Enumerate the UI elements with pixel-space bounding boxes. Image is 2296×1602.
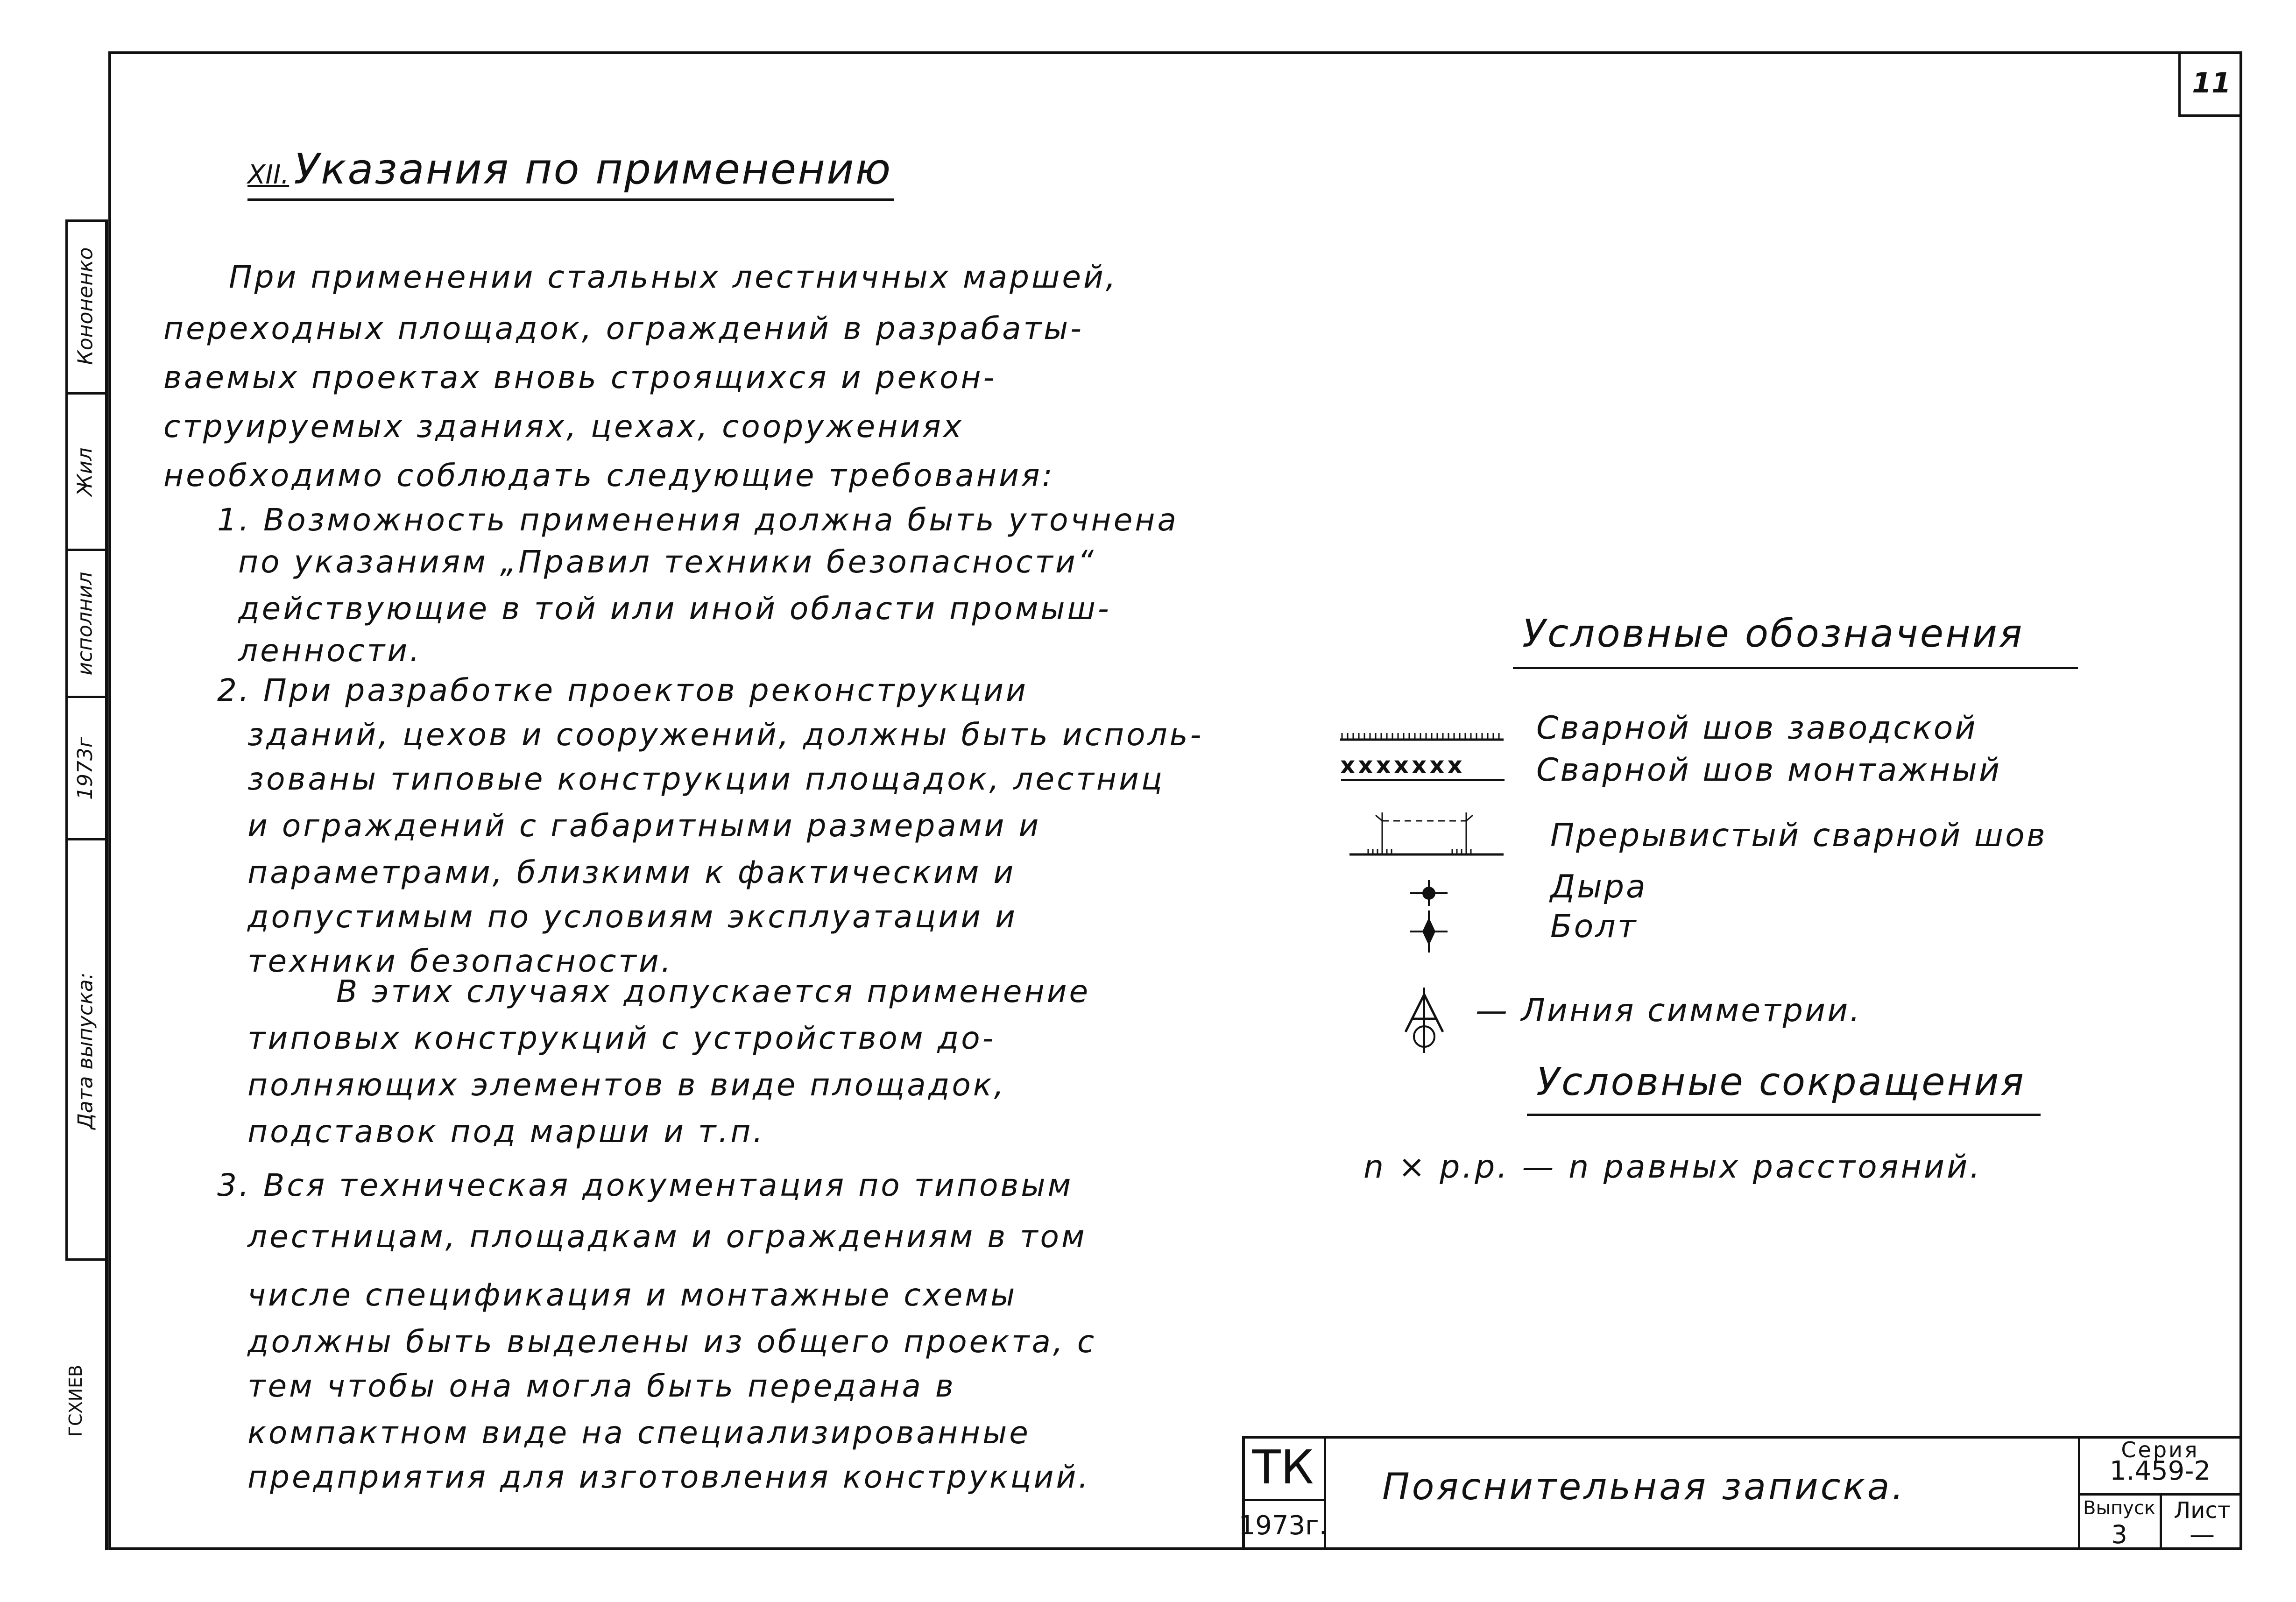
legend-label: Сварной шов заводской (1536, 710, 1978, 747)
list-item-line: тем чтобы она могла быть передана в (247, 1368, 956, 1404)
list-item-line: В этих случаях допускается применение (336, 974, 1091, 1009)
list-item-line: и ограждений с габаритными размерами и (247, 808, 1041, 844)
list-item-line: техники безопасности. (247, 943, 673, 979)
legend-label: — Линия симметрии. (1476, 992, 1862, 1029)
title-block-org: ТК (1242, 1436, 1326, 1501)
list-item-line: зданий, цехов и сооружений, должны быть исполь- (247, 717, 1204, 753)
section-heading (247, 145, 892, 194)
section-roman-number: XII. (247, 160, 290, 190)
issue-label: Выпуск (2083, 1497, 2155, 1519)
legend-label: Дыра (1550, 868, 1647, 905)
list-item-line: компактном виде на специализированные (247, 1415, 1031, 1451)
list-item-line: полняющих элементов в виде площадок, (247, 1067, 1006, 1103)
body-line: переходных площадок, ограждений в разрабаты- (163, 311, 1084, 346)
list-item-line: допустимым по условиям эксплуатации и (247, 899, 1017, 935)
page-number: 11 (2178, 51, 2242, 117)
field-weld-line (1341, 779, 1505, 781)
side-role-cell (65, 551, 105, 696)
issue-value: 3 (2111, 1520, 2127, 1549)
list-item-line: предприятия для изготовления конструкций. (247, 1459, 1091, 1495)
side-date-cell (65, 840, 105, 1261)
shop-weld-symbol (1340, 733, 1504, 740)
list-item-line: зованы типовые конструкции площадок, лестниц (247, 761, 1165, 797)
side-strip-border (105, 219, 108, 1550)
side-author-cell (65, 219, 105, 392)
title-block-document-title: Пояснительная записка. (1382, 1466, 1906, 1508)
list-item-line: 2. При разработке проектов реконструкции (217, 672, 1028, 708)
side-year-cell (65, 698, 105, 838)
list-item-line: по указаниям „Правил техники безопасности“ (238, 544, 1096, 580)
section-title: Указания по применению (294, 145, 892, 194)
body-line: струируемых зданиях, цехах, сооружениях (163, 409, 964, 445)
sheet-label: Лист (2174, 1497, 2231, 1524)
abbreviation-entry: n × р.р. — n равных расстояний. (1363, 1149, 1982, 1186)
legend-title: Условные обозначения (1522, 612, 2024, 656)
list-item-line: 3. Вся техническая документация по типовым (217, 1167, 1074, 1203)
series-label: Серия (2121, 1437, 2199, 1462)
body-line: необходимо соблюдать следующие требования: (163, 458, 1055, 494)
hole-symbol (1410, 880, 1448, 906)
list-item-line: типовых конструкций с устройством до- (247, 1020, 996, 1056)
sheet-value: — (2190, 1520, 2215, 1549)
title-block-year: 1973г. (1242, 1501, 1326, 1550)
list-item-line: числе спецификация и монтажные схемы (247, 1277, 1017, 1313)
abbreviations-title-underline (1527, 1114, 2041, 1116)
side-bottom-label: ГСХИЕВ (65, 1364, 86, 1437)
list-item-line: 1. Возможность применения должна быть уточнена (217, 502, 1179, 538)
side-strip-divider (65, 1258, 108, 1261)
side-author-name: Кононенко (73, 247, 98, 365)
legend-label: Прерывистый сварной шов (1550, 817, 2047, 854)
symmetry-symbol (1396, 985, 1452, 1055)
legend-label: Сварной шов монтажный (1536, 752, 2002, 789)
body-line: При применении стальных лестничных маршей, (229, 259, 1118, 295)
list-item-line: действующие в той или иной области промыш- (238, 591, 1111, 627)
section-title-underline (247, 198, 894, 201)
side-signature-cell (65, 395, 105, 549)
list-item-line: лестницам, площадкам и ограждениям в том (247, 1219, 1087, 1255)
side-year: 1973г (73, 736, 97, 800)
legend-label: Болт (1550, 908, 1638, 945)
side-role-label: исполнил (73, 571, 97, 676)
series-value: 1.459-2 (2109, 1456, 2211, 1486)
bolt-symbol (1410, 910, 1448, 953)
side-signature: Жил (73, 447, 97, 496)
intermittent-weld-symbol (1349, 812, 1504, 854)
abbreviations-title: Условные сокращения (1536, 1060, 2026, 1104)
list-item-line: ленности. (238, 633, 422, 669)
side-bottom-cell (56, 1331, 96, 1471)
body-line: ваемых проектах вновь строящихся и рекон- (163, 360, 997, 395)
list-item-line: подставок под марши и т.п. (247, 1114, 765, 1150)
side-issue-date-label: Дата выпуска: (73, 972, 98, 1129)
list-item-line: должны быть выделены из общего проекта, с (247, 1324, 1097, 1360)
list-item-line: параметрами, близкими к фактическим и (247, 854, 1016, 890)
field-weld-symbol: xxxxxxx (1340, 752, 1465, 779)
legend-title-underline (1513, 667, 2078, 669)
